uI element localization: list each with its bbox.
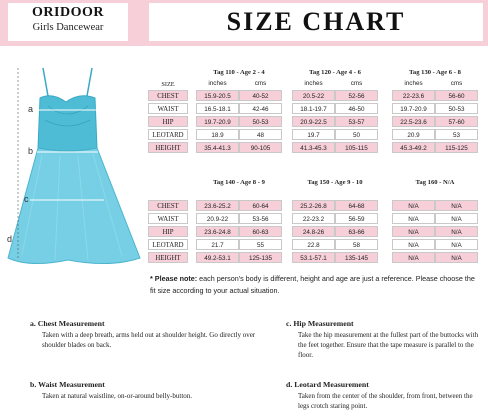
cell: 60-63 (239, 226, 282, 237)
cell: 20.9-22 (196, 213, 239, 224)
measurement-leotard (286, 380, 484, 411)
cell: 53.1-57.1 (292, 252, 335, 263)
note-text: each person's body is different, height and age are just a reference. Please choose the fit size according to your actual situation. (150, 274, 475, 295)
cell: 50 (335, 129, 378, 140)
table-title: Tag 150 - Age 9 - 10 (307, 179, 363, 186)
cell: 50-53 (239, 116, 282, 127)
size-header-top: SIZE (161, 81, 175, 88)
cell: 52-56 (335, 90, 378, 101)
cell: N/A (392, 226, 435, 237)
cell: 18.9 (196, 129, 239, 140)
row-label-leotard: LEOTARD (148, 129, 188, 140)
cell: 22.5-23.6 (392, 116, 435, 127)
size-table-tag-110 (196, 67, 282, 155)
cell: 19.7 (292, 129, 335, 140)
cell: N/A (392, 213, 435, 224)
cell: 63-66 (335, 226, 378, 237)
dress-label-c: c (24, 194, 29, 204)
cell: 22-23.2 (292, 213, 335, 224)
cell: 16.5-18.1 (196, 103, 239, 114)
row-label-waist: WAIST (148, 213, 188, 224)
cell: N/A (392, 252, 435, 263)
dress-label-a: a (28, 104, 34, 114)
cell: N/A (392, 200, 435, 211)
measurement-heading: c. Hip Measurement (286, 319, 354, 328)
size-table-tag-150 (292, 177, 378, 265)
measurement-heading: a. Chest Measurement (30, 319, 105, 328)
cell: 18.1-19.7 (292, 103, 335, 114)
measurement-chest (30, 319, 260, 350)
cell: 21.7 (196, 239, 239, 250)
table-title: Tag 160 - N/A (415, 179, 455, 186)
cell: 50-53 (435, 103, 478, 114)
unit-inches: inches (208, 80, 227, 87)
measurement-heading: d. Leotard Measurement (286, 380, 369, 389)
size-table-tag-160 (392, 177, 478, 265)
cell: N/A (435, 239, 478, 250)
unit-inches: inches (404, 80, 423, 87)
page-title: SIZE CHART (226, 7, 406, 36)
measurement-text: Taken at natural waistline, on-or-around belly-button. (42, 392, 193, 400)
cell: 24.8-26 (292, 226, 335, 237)
brand-name: ORIDOOR (32, 5, 104, 20)
note-label: * Please note: (150, 274, 198, 283)
cell: 20.9-22.5 (292, 116, 335, 127)
cell: 20.5-22 (292, 90, 335, 101)
unit-inches: inches (304, 80, 323, 87)
row-label-height: HEIGHT (148, 252, 188, 263)
cell: N/A (435, 213, 478, 224)
row-label-leotard: LEOTARD (148, 239, 188, 250)
cell: 135-145 (335, 252, 378, 263)
cell: 56-59 (335, 213, 378, 224)
cell: 25.2-26.8 (292, 200, 335, 211)
table-title: Tag 120 - Age 4 - 6 (309, 69, 361, 76)
unit-cms: cms (350, 80, 363, 87)
row-label-hip: HIP (148, 226, 188, 237)
cell: 22.8 (292, 239, 335, 250)
unit-cms: cms (450, 80, 463, 87)
cell: 49.2-53.1 (196, 252, 239, 263)
cell: 45.3-49.2 (392, 142, 435, 153)
cell: 35.4-41.3 (196, 142, 239, 153)
cell: 60-64 (239, 200, 282, 211)
cell: N/A (435, 226, 478, 237)
cell: 53-57 (335, 116, 378, 127)
cell: 125-135 (239, 252, 282, 263)
cell: 22-23.6 (392, 90, 435, 101)
size-table-tag-120 (292, 67, 378, 155)
measurement-waist (30, 380, 260, 401)
row-label-waist: WAIST (148, 103, 188, 114)
cell: 105-115 (335, 142, 378, 153)
cell: 15.9-20.5 (196, 90, 239, 101)
cell: 90-105 (239, 142, 282, 153)
cell: 40-52 (239, 90, 282, 101)
row-label-chest: CHEST (148, 90, 188, 101)
cell: 41.3-45.3 (292, 142, 335, 153)
table-title: Tag 130 - Age 6 - 8 (409, 69, 461, 76)
cell: N/A (435, 200, 478, 211)
cell: 115-125 (435, 142, 478, 153)
measurement-text: Taken with a deep breath, arms held out at shoulder height. Go directly over shoulder blades on back. (42, 331, 256, 350)
cell: 20.9 (392, 129, 435, 140)
cell: 42-46 (239, 103, 282, 114)
cell: 46-50 (335, 103, 378, 114)
cell: N/A (435, 252, 478, 263)
unit-cms: cms (254, 80, 267, 87)
cell: 56-60 (435, 90, 478, 101)
size-note (150, 273, 480, 296)
cell: N/A (392, 239, 435, 250)
cell: 19.7-20.9 (196, 116, 239, 127)
cell: 23.6-24.8 (196, 226, 239, 237)
cell: 53 (435, 129, 478, 140)
measurement-heading: b. Waist Measurement (30, 380, 105, 389)
dress-label-d: d (7, 234, 13, 244)
size-table-tag-140 (196, 177, 282, 265)
cell: 53-56 (239, 213, 282, 224)
dress-label-b: b (28, 146, 34, 156)
cell: 23.6-25.2 (196, 200, 239, 211)
table-title: Tag 110 - Age 2 - 4 (213, 69, 265, 76)
cell: 48 (239, 129, 282, 140)
cell: 19.7-20.9 (392, 103, 435, 114)
table-title: Tag 140 - Age 8 - 9 (213, 179, 265, 186)
dress-illustration (0, 60, 150, 270)
size-table-tag-130 (392, 67, 478, 155)
measurement-text: Taken from the center of the shoulder, from front, between the legs crotch staring point. (298, 392, 473, 411)
cell: 58 (335, 239, 378, 250)
measurement-hip (286, 319, 484, 361)
cell: 55 (239, 239, 282, 250)
row-label-chest: CHEST (148, 200, 188, 211)
row-label-height: HEIGHT (148, 142, 188, 153)
cell: 64-68 (335, 200, 378, 211)
measurement-text: Take the hip measurement at the fullest part of the buttocks with the feet together. Ensure that the tape measure is parallel to the floor. (298, 331, 479, 360)
cell: 57-60 (435, 116, 478, 127)
row-label-hip: HIP (148, 116, 188, 127)
brand-subtitle: Girls Dancewear (32, 22, 104, 33)
